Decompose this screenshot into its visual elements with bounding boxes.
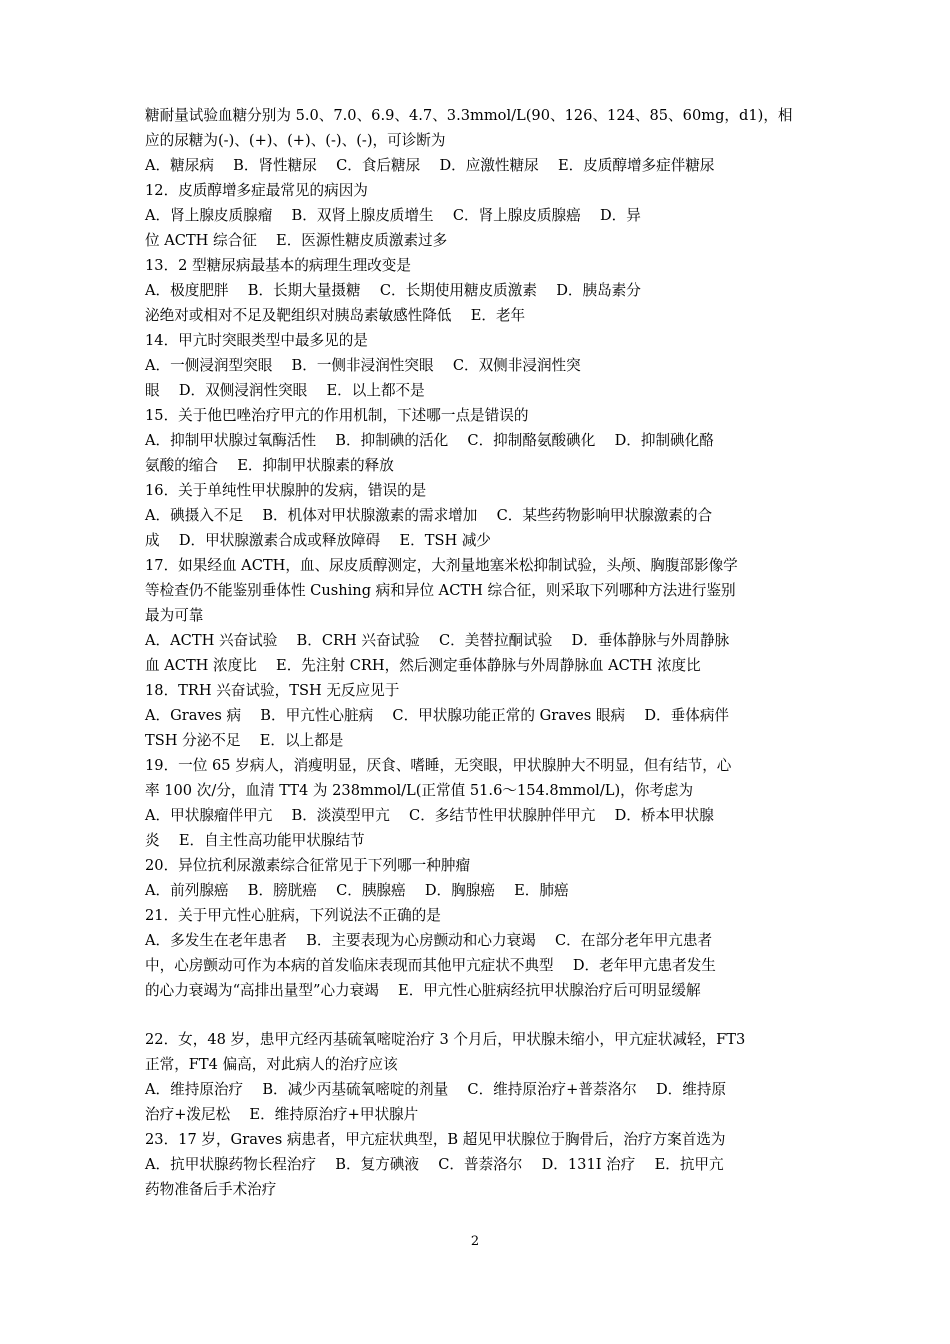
text-line: A．ACTH 兴奋试验 B．CRH 兴奋试验 C．美替拉酮试验 D．垂体静脉与外周静脉 — [145, 632, 730, 649]
text-line: 成 D．甲状腺激素合成或释放障碍 E．TSH 减少 — [145, 532, 492, 549]
text-line: A．前列腺癌 B．膀胱癌 C．胰腺癌 D．胸腺癌 E．肺癌 — [145, 882, 569, 899]
text-line: 20．异位抗利尿激素综合征常见于下列哪一种肿瘤 — [145, 857, 471, 874]
page-number: 2 — [470, 1234, 480, 1249]
text-line: 糖耐量试验血糖分别为 5.0、7.0、6.9、4.7、3.3mmol/L(90、126、124、85、60mg，d1)，相 — [145, 107, 793, 124]
text-line: A．糖尿病 B．肾性糖尿 C．食后糖尿 D．应激性糖尿 E．皮质醇增多症伴糖尿 — [145, 157, 715, 174]
text-line: 15．关于他巴唑治疗甲亢的作用机制，下述哪一点是错误的 — [145, 407, 529, 424]
text-line: 应的尿糖为(-)、(+)、(+)、(-)、(-)，可诊断为 — [145, 132, 446, 149]
text-line: A．Graves 病 B．甲亢性心脏病 C．甲状腺功能正常的 Graves 眼病 D．垂体病伴 — [145, 707, 730, 724]
text-line: 18．TRH 兴奋试验，TSH 无反应见于 — [145, 682, 400, 699]
text-line: 21．关于甲亢性心脏病，下列说法不正确的是 — [145, 907, 441, 924]
text-line: 治疗+泼尼松 E．维持原治疗+甲状腺片 — [145, 1106, 419, 1123]
text-line: 正常，FT4 偏高，对此病人的治疗应该 — [145, 1056, 398, 1073]
text-line: TSH 分泌不足 E．以上都是 — [145, 732, 344, 749]
text-line: 位 ACTH 综合征 E．医源性糖皮质激素过多 — [145, 232, 448, 249]
text-line: 19．一位 65 岁病人，消瘦明显，厌食、嗜睡，无突眼，甲状腺肿大不明显，但有结节，心 — [145, 757, 732, 774]
text-line: 炎 E．自主性高功能甲状腺结节 — [145, 832, 365, 849]
text-line: 药物准备后手术治疗 — [145, 1181, 277, 1198]
text-line: 12．皮质醇增多症最常见的病因为 — [145, 182, 368, 199]
text-line: 眼 D．双侧浸润性突眼 E．以上都不是 — [145, 382, 425, 399]
text-line: A．一侧浸润型突眼 B．一侧非浸润性突眼 C．双侧非浸润性突 — [145, 357, 581, 374]
text-line: 的心力衰竭为“高排出量型”心力衰竭 E．甲亢性心脏病经抗甲状腺治疗后可明显缓解 — [145, 982, 701, 999]
text-line: 中，心房颤动可作为本病的首发临床表现而其他甲亢症状不典型 D．老年甲亢患者发生 — [145, 957, 716, 974]
text-line: 14．甲亢时突眼类型中最多见的是 — [145, 332, 368, 349]
text-line: 最为可靠 — [145, 607, 204, 624]
text-line: 率 100 次/分，血清 TT4 为 238mmol/L(正常值 51.6～154.8mmol/L)，你考虑为 — [145, 782, 694, 799]
text-line: A．碘摄入不足 B．机体对甲状腺激素的需求增加 C．某些药物影响甲状腺激素的合 — [145, 507, 713, 524]
text-line: 16．关于单纯性甲状腺肿的发病，错误的是 — [145, 482, 427, 499]
text-line: 泌绝对或相对不足及靶组织对胰岛素敏感性降低 E．老年 — [145, 307, 526, 324]
text-line: A．维持原治疗 B．减少丙基硫氧嘧啶的剂量 C．维持原治疗+普萘洛尔 D．维持原 — [145, 1081, 727, 1098]
text-line: 17．如果经血 ACTH，血、尿皮质醇测定，大剂量地塞米松抑制试验，头颅、胸腹部影像学 — [145, 557, 738, 574]
text-line: A．甲状腺瘤伴甲亢 B．淡漠型甲亢 C．多结节性甲状腺肿伴甲亢 D．桥本甲状腺 — [145, 807, 714, 824]
text-line: A．极度肥胖 B．长期大量摄糖 C．长期使用糖皮质激素 D．胰岛素分 — [145, 282, 641, 299]
text-line: 血 ACTH 浓度比 E．先注射 CRH，然后测定垂体静脉与外周静脉血 ACTH 浓度比 — [145, 657, 701, 674]
text-line: 13．2 型糖尿病最基本的病理生理改变是 — [145, 257, 411, 274]
text-line: 等检查仍不能鉴别垂体性 Cushing 病和异位 ACTH 综合征，则采取下列哪种方法进行鉴别 — [145, 582, 736, 599]
text-line: 23．17 岁，Graves 病患者，甲亢症状典型，B 超见甲状腺位于胸骨后，治疗方案首选为 — [145, 1131, 726, 1148]
text-line: 氨酸的缩合 E．抑制甲状腺素的释放 — [145, 457, 394, 474]
text-line: 22．女，48 岁，患甲亢经丙基硫氧嘧啶治疗 3 个月后，甲状腺未缩小，甲亢症状减轻，FT3 — [145, 1031, 746, 1048]
text-line: A．抑制甲状腺过氧酶活性 B．抑制碘的活化 C．抑制酪氨酸碘化 D．抑制碘化酪 — [145, 432, 714, 449]
text-line: A．肾上腺皮质腺瘤 B．双肾上腺皮质增生 C．肾上腺皮质腺癌 D．异 — [145, 207, 641, 224]
text-line: A．抗甲状腺药物长程治疗 B．复方碘液 C．普萘洛尔 D．131I 治疗 E．抗甲亢 — [145, 1156, 724, 1173]
text-line: A．多发生在老年患者 B．主要表现为心房颤动和心力衰竭 C．在部分老年甲亢患者 — [145, 932, 713, 949]
